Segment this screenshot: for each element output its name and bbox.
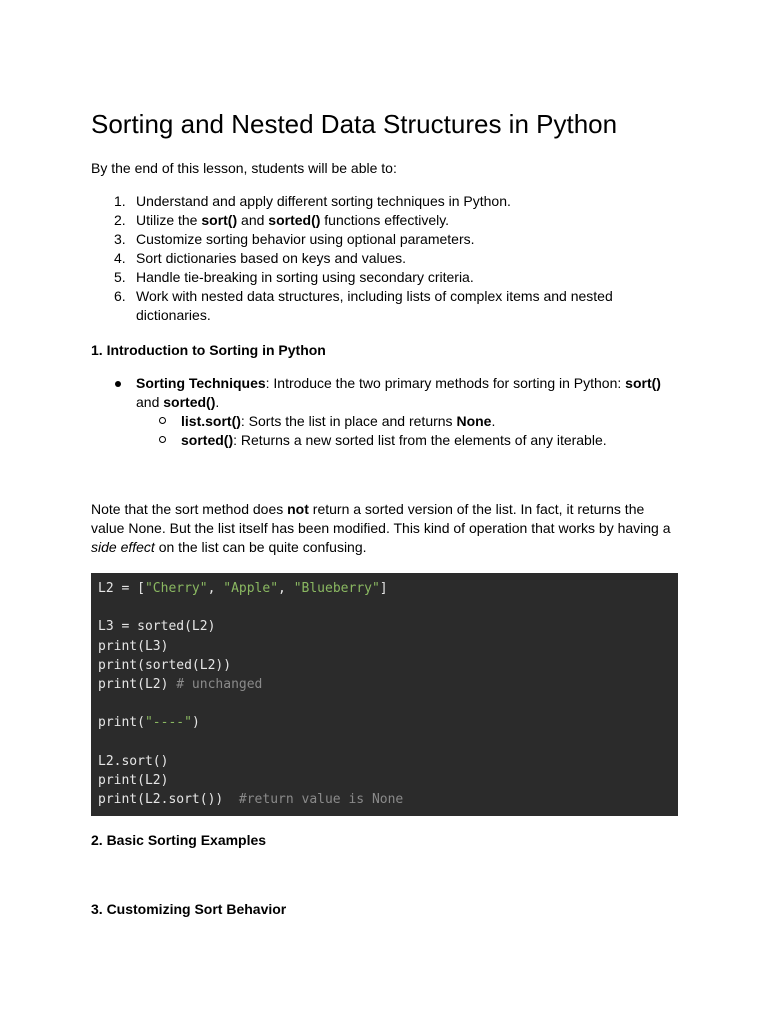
- note-paragraph: [91, 500, 681, 557]
- objective-item: [91, 287, 631, 325]
- text-run: and: [136, 394, 164, 410]
- list-number: 2.: [114, 212, 126, 228]
- objective-item: [91, 192, 631, 211]
- bullet-text: [136, 375, 661, 410]
- text-run: print(L2): [98, 676, 177, 692]
- text-run: print(L3): [98, 638, 169, 654]
- intro-text: By the end of this lesson, students will be able to:: [91, 160, 397, 176]
- sub-bullets: [136, 412, 681, 450]
- text-run: L2 = [: [98, 581, 145, 596]
- text-run: Customize sorting behavior using optional parameters.: [136, 231, 475, 247]
- list-number: 3.: [114, 231, 126, 247]
- code-string: "Blueberry": [293, 581, 380, 596]
- code-line: [98, 790, 671, 809]
- objective-text: [136, 288, 613, 323]
- section-2-heading: 2. Basic Sorting Examples: [91, 832, 267, 848]
- objective-text: [136, 231, 475, 247]
- code-line: [98, 656, 671, 675]
- code-string: "----": [144, 715, 192, 731]
- text-run: Sort dictionaries based on keys and values.: [136, 250, 407, 266]
- text-run: ,: [278, 581, 294, 596]
- bold-text: None: [456, 413, 492, 429]
- code-string: "Cherry": [144, 581, 208, 596]
- section-1-bullets: [91, 374, 681, 450]
- sub-bullet-text: [181, 413, 495, 429]
- text-run: Utilize the: [136, 212, 202, 228]
- bold-text: sort(): [201, 212, 238, 228]
- text-run: L2.sort(): [98, 753, 169, 769]
- text-run: print(L2): [98, 772, 169, 788]
- code-comment: # unchanged: [176, 676, 263, 692]
- bold-text: Sorting Techniques: [136, 375, 266, 391]
- sub-bullet-item: [136, 412, 681, 431]
- text-run: print(L2.sort()): [98, 792, 239, 808]
- code-line: [98, 637, 671, 656]
- text-run: .: [215, 394, 220, 410]
- hollow-bullet-icon: [159, 436, 166, 443]
- text-run: : Returns a new sorted list from the elements of any iterable.: [233, 432, 607, 448]
- text-run: print(: [98, 715, 145, 731]
- text-run: : Sorts the list in place and returns: [240, 413, 457, 429]
- code-line: [98, 675, 671, 694]
- text-run: return a sorted version of the list. In fact, it returns the value None. But the list itself has been modified. This kind of operation that works by having a: [91, 501, 671, 536]
- code-block: [91, 573, 678, 816]
- italic-text: side effect: [91, 539, 155, 555]
- code-line: [98, 579, 671, 598]
- code-line: [98, 617, 671, 636]
- text-run: functions effectively.: [320, 212, 450, 228]
- hollow-bullet-icon: [159, 417, 166, 424]
- objective-item: [91, 211, 631, 230]
- section-1-heading: 1. Introduction to Sorting in Python: [91, 342, 326, 358]
- text-run: Note that the sort method does: [91, 501, 288, 517]
- text-run: L3 = sorted(L2): [98, 619, 216, 635]
- bullet-sorting-techniques: [91, 374, 681, 450]
- objective-item: [91, 268, 631, 287]
- text-run: .: [491, 413, 496, 429]
- sub-bullet-item: [136, 431, 681, 450]
- text-run: on the list can be quite confusing.: [154, 539, 367, 555]
- section-3-heading: 3. Customizing Sort Behavior: [91, 901, 287, 917]
- code-line: [98, 752, 671, 771]
- objective-text: [136, 269, 474, 285]
- code-string: "Apple": [223, 581, 279, 596]
- list-number: 1.: [114, 193, 126, 209]
- code-line: [98, 694, 671, 713]
- code-comment: #return value is None: [238, 792, 404, 808]
- text-run: Handle tie-breaking in sorting using secondary criteria.: [136, 269, 474, 285]
- objective-text: [136, 212, 449, 228]
- code-line: [98, 733, 671, 752]
- list-number: 6.: [114, 288, 126, 304]
- code-line: [98, 598, 671, 617]
- page-title: Sorting and Nested Data Structures in Python: [91, 109, 618, 139]
- text-run: ): [191, 715, 200, 731]
- text-run: ,: [207, 581, 224, 596]
- objectives-list: [91, 192, 631, 325]
- list-number: 4.: [114, 250, 126, 266]
- sub-bullet-text: [181, 432, 607, 448]
- objective-item: [91, 249, 631, 268]
- bold-text: list.sort(): [181, 413, 241, 429]
- bullet-dot-icon: [115, 381, 121, 387]
- bold-text: sorted(): [268, 212, 321, 228]
- list-number: 5.: [114, 269, 126, 285]
- text-run: ]: [379, 581, 388, 596]
- text-run: Understand and apply different sorting techniques in Python.: [136, 193, 511, 209]
- bold-text: sorted(): [163, 394, 216, 410]
- bold-text: sorted(): [181, 432, 234, 448]
- bold-text: sort(): [625, 375, 661, 391]
- code-line: [98, 771, 671, 790]
- objective-item: [91, 230, 631, 249]
- objective-text: [136, 193, 511, 209]
- bold-text: not: [287, 501, 309, 517]
- text-run: : Introduce the two primary methods for sorting in Python:: [265, 375, 626, 391]
- text-run: Work with nested data structures, including lists of complex items and nested dictionaries.: [136, 288, 613, 323]
- text-run: print(sorted(L2)): [98, 657, 232, 673]
- objective-text: [136, 250, 406, 266]
- text-run: and: [237, 212, 269, 228]
- code-line: [98, 713, 671, 732]
